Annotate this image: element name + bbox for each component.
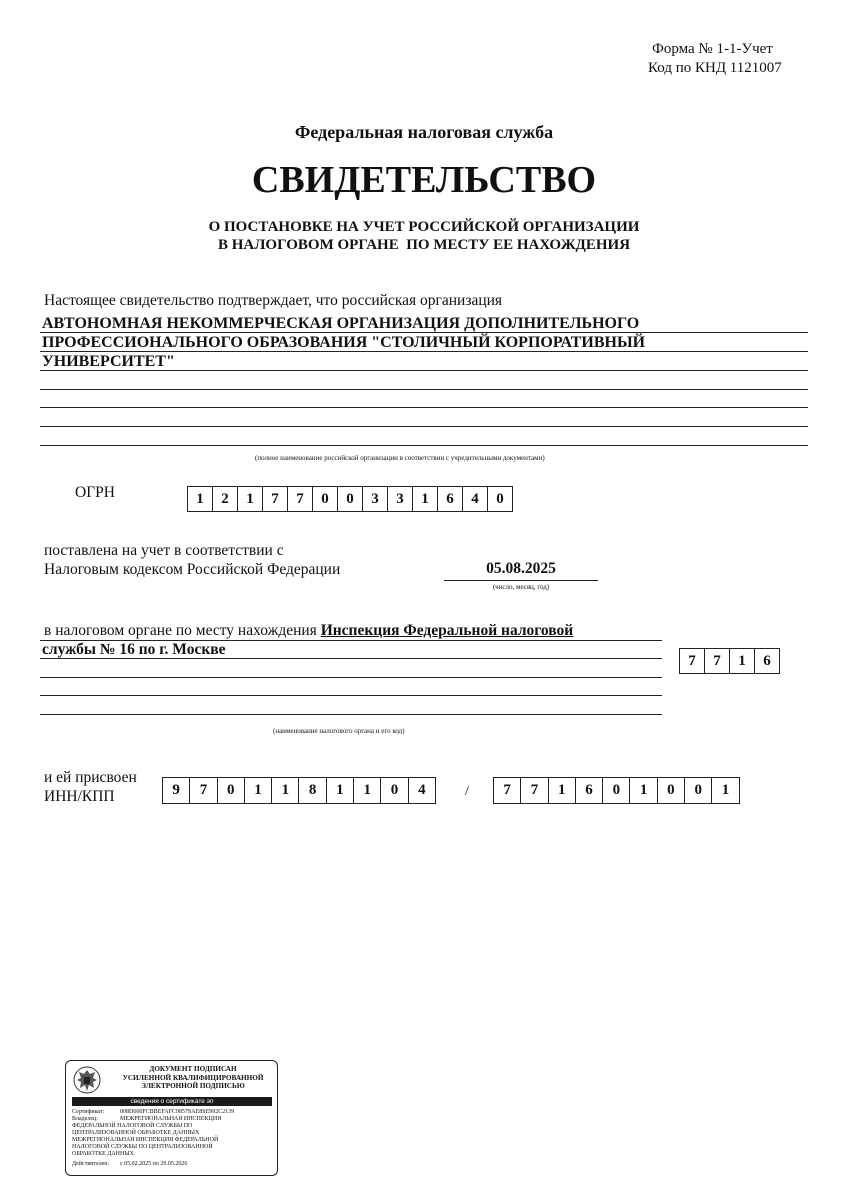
inn-kpp-separator: / <box>465 784 469 799</box>
stamp-cert-bar: сведения о сертификате эп <box>72 1097 272 1106</box>
tax-line-4 <box>40 695 662 696</box>
stamp-owner-line4: МЕЖРЕГИОНАЛЬНАЯ ИНСПЕКЦИЯ ФЕДЕРАЛЬНОЙ <box>72 1137 219 1143</box>
tax-office-name-line2: службы № 16 по г. Москве <box>42 641 226 658</box>
org-line-1 <box>40 332 808 333</box>
tax-office-name-line1: Инспекция Федеральной налоговой <box>320 622 574 639</box>
ogrn-digit-cell: 3 <box>362 486 388 512</box>
tax-office-code-digit-cell: 1 <box>729 648 755 674</box>
tax-office-code-digit-cell: 7 <box>679 648 705 674</box>
ogrn-digit-cell: 6 <box>437 486 463 512</box>
kpp-digit-cell: 0 <box>684 777 712 804</box>
ogrn-digit-cell: 3 <box>387 486 413 512</box>
tax-office-caption: (наименование налогового органа и его код) <box>273 727 405 735</box>
kpp-digit-cell: 1 <box>711 777 739 804</box>
ogrn-cells <box>187 486 513 512</box>
kpp-digit-cell: 6 <box>575 777 603 804</box>
ogrn-digit-cell: 2 <box>212 486 238 512</box>
ogrn-digit-cell: 4 <box>462 486 488 512</box>
ogrn-digit-cell: 7 <box>262 486 288 512</box>
date-caption: (число, месяц, год) <box>492 583 550 591</box>
tax-office-text <box>44 622 573 640</box>
stamp-valid-value: с 05.02.2025 по 29.05.2026 <box>120 1161 188 1167</box>
kpp-digit-cell: 7 <box>520 777 548 804</box>
org-line-5 <box>40 407 808 408</box>
stamp-owner-value: МЕЖРЕГИОНАЛЬНАЯ ИНСПЕКЦИЯ <box>120 1116 222 1122</box>
stamp-valid-label: Действителен: <box>72 1161 110 1167</box>
stamp-cert-row <box>72 1109 270 1116</box>
ogrn-digit-cell: 0 <box>487 486 513 512</box>
inn-digit-cell: 1 <box>244 777 272 804</box>
inn-kpp-label-line2: ИНН/КПП <box>44 788 115 805</box>
subtitle-line2: В НАЛОГОВОМ ОРГАНЕ ПО МЕСТУ ЕЕ НАХОЖДЕНИЯ <box>217 237 631 253</box>
tax-line-5 <box>40 714 662 715</box>
ogrn-digit-cell: 1 <box>237 486 263 512</box>
kpp-digit-cell: 1 <box>629 777 657 804</box>
tax-office-code-digit-cell: 7 <box>704 648 730 674</box>
authority: Федеральная налоговая служба <box>294 122 554 142</box>
stamp-title-line1: ДОКУМЕНТ ПОДПИСАН <box>149 1065 237 1073</box>
knd-code: Код по КНД 1121007 <box>648 60 782 76</box>
registration-line1: поставлена на учет в соответствии с <box>44 542 284 559</box>
stamp-owner-line5: НАЛОГОВОЙ СЛУЖБЫ ПО ЦЕНТРАЛИЗОВАННОЙ <box>72 1144 213 1150</box>
tax-office-code-digit-cell: 6 <box>754 648 780 674</box>
kpp-digit-cell: 7 <box>493 777 521 804</box>
tax-office-code-cells <box>679 648 780 674</box>
coat-of-arms-icon <box>71 1065 103 1095</box>
tax-office-prefix: в налоговом органе по месту нахождения <box>44 622 321 639</box>
org-line-7 <box>40 445 808 446</box>
tax-line-3 <box>40 677 662 678</box>
stamp-owner-line3: ЦЕНТРАЛИЗОВАННОЙ ОБРАБОТКЕ ДАННЫХ <box>72 1130 200 1136</box>
org-name-line1: АВТОНОМНАЯ НЕКОММЕРЧЕСКАЯ ОРГАНИЗАЦИЯ ДОПОЛНИТЕЛЬНОГО <box>42 315 640 332</box>
org-line-6 <box>40 426 808 427</box>
inn-digit-cell: 7 <box>189 777 217 804</box>
stamp-cert-value: 008D600FCBBEFAFC9857SAE8SE992C2139 <box>120 1109 235 1115</box>
inn-digit-cell: 8 <box>298 777 326 804</box>
ogrn-digit-cell: 1 <box>187 486 213 512</box>
stamp-owner-row <box>72 1116 270 1123</box>
inn-cells <box>162 777 436 804</box>
ogrn-digit-cell: 7 <box>287 486 313 512</box>
stamp-owner-line2: ФЕДЕРАЛЬНОЙ НАЛОГОВОЙ СЛУЖБЫ ПО <box>72 1123 193 1129</box>
inn-digit-cell: 4 <box>408 777 436 804</box>
stamp-cert-label: Сертификат: <box>72 1109 105 1115</box>
inn-digit-cell: 1 <box>353 777 381 804</box>
document-title: СВИДЕТЕЛЬСТВО <box>251 159 597 201</box>
org-name-line2: ПРОФЕССИОНАЛЬНОГО ОБРАЗОВАНИЯ "СТОЛИЧНЫЙ КОРПОРАТИВНЫЙ <box>42 334 646 351</box>
ogrn-digit-cell: 0 <box>337 486 363 512</box>
ogrn-digit-cell: 0 <box>312 486 338 512</box>
form-number: Форма № 1-1-Учет <box>652 41 773 57</box>
tax-line-2 <box>40 658 662 659</box>
kpp-digit-cell: 1 <box>548 777 576 804</box>
signature-stamp <box>65 1060 278 1176</box>
kpp-cells <box>493 777 740 804</box>
org-line-2 <box>40 351 808 352</box>
stamp-title <box>110 1065 276 1091</box>
stamp-owner-label: Владелец: <box>72 1116 98 1122</box>
stamp-title-line3: ЭЛЕКТРОННОЙ ПОДПИСЬЮ <box>141 1082 245 1090</box>
date-line <box>444 580 598 581</box>
org-name-line3: УНИВЕРСИТЕТ" <box>42 353 175 370</box>
subtitle-line1: О ПОСТАНОВКЕ НА УЧЕТ РОССИЙСКОЙ ОРГАНИЗАЦИИ <box>208 219 640 235</box>
org-line-4 <box>40 389 808 390</box>
stamp-valid-row <box>72 1161 270 1168</box>
inn-digit-cell: 1 <box>326 777 354 804</box>
inn-digit-cell: 1 <box>271 777 299 804</box>
registration-line2: Налоговым кодексом Российской Федерации <box>44 561 341 578</box>
inn-kpp-label-line1: и ей присвоен <box>44 769 137 786</box>
org-line-3 <box>40 370 808 371</box>
inn-digit-cell: 0 <box>217 777 245 804</box>
ogrn-label: ОГРН <box>75 484 115 501</box>
inn-digit-cell: 0 <box>380 777 408 804</box>
intro-text: Настоящее свидетельство подтверждает, что российская организация <box>44 292 503 309</box>
registration-date: 05.08.2025 <box>486 560 556 577</box>
ogrn-digit-cell: 1 <box>412 486 438 512</box>
inn-digit-cell: 9 <box>162 777 190 804</box>
kpp-digit-cell: 0 <box>602 777 630 804</box>
org-name-caption: (полное наименование российской организации в соответствии с учредительными документами) <box>255 454 545 462</box>
stamp-owner-line6: ОБРАБОТКЕ ДАННЫХ <box>72 1151 134 1157</box>
stamp-title-line2: УСИЛЕННОЙ КВАЛИФИЦИРОВАННОЙ <box>122 1073 264 1082</box>
kpp-digit-cell: 0 <box>657 777 685 804</box>
